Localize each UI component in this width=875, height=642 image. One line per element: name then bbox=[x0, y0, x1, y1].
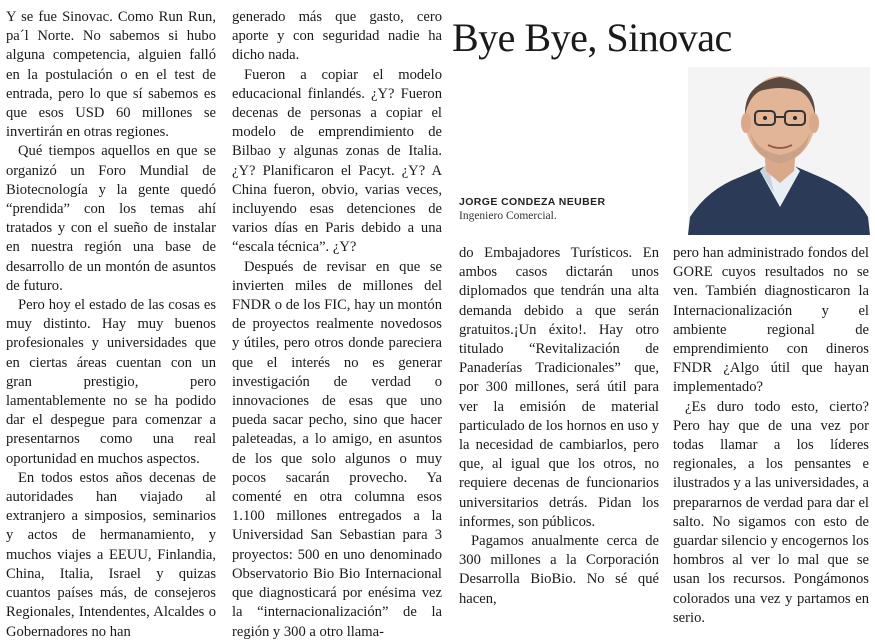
paragraph: do Embajadores Turísticos. En ambos casos dictarán unos diplomados que tendrán una alta demanda debido a que serán gratuitos.¡Un éxito!. Hay otro titulado “Revitalización de Panaderías Tradicionales” que, por 300 millones, será útil para ver la emisión de material particulado de los hornos en uso y la necesidad de cambiarlos, pero que, al igual que los otros, no requiere decenas de funcionarios universitarios detrás. Pidan los informes, son públicos. bbox=[459, 245, 659, 530]
byline bbox=[459, 195, 605, 224]
author-photo bbox=[688, 67, 870, 235]
paragraph: Fueron a copiar el modelo educacional finlandés. ¿Y? Fueron decenas de personas a copiar el modelo de emprendimiento de Bilbao y algunas zonas de Italia. ¿Y? Planificaron el Pacyt. ¿Y? A China fueron, obvio, varias veces, incluyendo esas detenciones de varios días en Paris debido a una “escala técnica”. ¿Y? bbox=[232, 66, 442, 256]
paragraph: En todos estos años decenas de autoridades han viajado al extranjero a simposios, seminarios y actos de hermanamiento, y muchos viajes a EEUU, Finlandia, China, Italia, Israel y quizas cuantos países más, de consejeros Regionales, Intendentes, Alcaldes o Gobernadores no han bbox=[6, 469, 216, 640]
article-column-3 bbox=[459, 244, 659, 609]
paragraph: Pero hoy el estado de las cosas es muy distinto. Hay muy buenos profesionales y universidades que en ciertas áreas cuentan con un gran prestigio, pero lamentablemente no se ha podido dar el despegue para comenzar a presentarnos como una real oportunidad en muchos aspectos. bbox=[6, 297, 216, 467]
article-headline: Bye Bye, Sinovac bbox=[452, 15, 732, 60]
paragraph: pero han administrado fondos del GORE cuyos resultados no se ven. También diagnosticaron la Internacionalización y el ambiente regional de emprendimiento con dineros FNDR ¿Algo útil que hayan implementado? bbox=[673, 245, 869, 396]
paragraph: Qué tiempos aquellos en que se organizó un Foro Mundial de Biotecnología y la gente quedó “prendida” con los temas ahí tratados y con el sueño de instalar en nuestra región una base de desarrollo de un montón de asuntos de futuro. bbox=[6, 143, 216, 294]
paragraph: Y se fue Sinovac. Como Run Run, pa´l Norte. No sabemos si hubo alguna competencia, alguien falló en la postulación o en el test de entrada, pero lo que sí sabemos es que esos USD 60 millones se invertirán en otras regiones. bbox=[6, 9, 216, 141]
paragraph: ¿Es duro todo esto, cierto? Pero hay que de una vez por todas llamar a los líderes regionales, a los pensantes e ilustrados y a las universidades, a prepararnos de verdad para dar el salto. No sigamos con esto de guardar silencio y encogernos los hombros al ver lo mal que se usan los recursos. Pongámonos colorados una vez y partamos en serio. bbox=[673, 398, 869, 626]
article-column-2 bbox=[232, 8, 442, 642]
paragraph: Después de revisar en que se invierten miles de millones del FNDR o de los FIC, hay un montón de proyectos realmente novedosos y útiles, pero otros donde pareciera que el interés no es generar investigación de verdad o innovaciones de esas que uno pueda sacar pecho, sino que hacer paleteadas, a lo amigo, en asuntos de los que solo algunos o muy pocos sacarán provecho. Ya comenté en otra columna esos 1.100 millones entregados a la Universidad San Sebastian para 3 proyectos: 500 en uno denominado Observatorio Bio Bio Internacional que diagnosticará por enésima vez la “internacionalización” de la región y 300 a otro llama- bbox=[232, 258, 442, 640]
author-name: JORGE CONDEZA NEUBER bbox=[459, 196, 606, 208]
author-title: Ingeniero Comercial. bbox=[459, 210, 557, 222]
paragraph: generado más que gasto, cero aporte y con seguridad nadie ha dicho nada. bbox=[232, 9, 442, 64]
article-column-1 bbox=[6, 8, 216, 642]
paragraph: Pagamos anualmente cerca de 300 millones a la Corporación Desarrolla BioBio. No sé qué hacen, bbox=[459, 533, 659, 607]
article-column-4 bbox=[673, 244, 869, 628]
